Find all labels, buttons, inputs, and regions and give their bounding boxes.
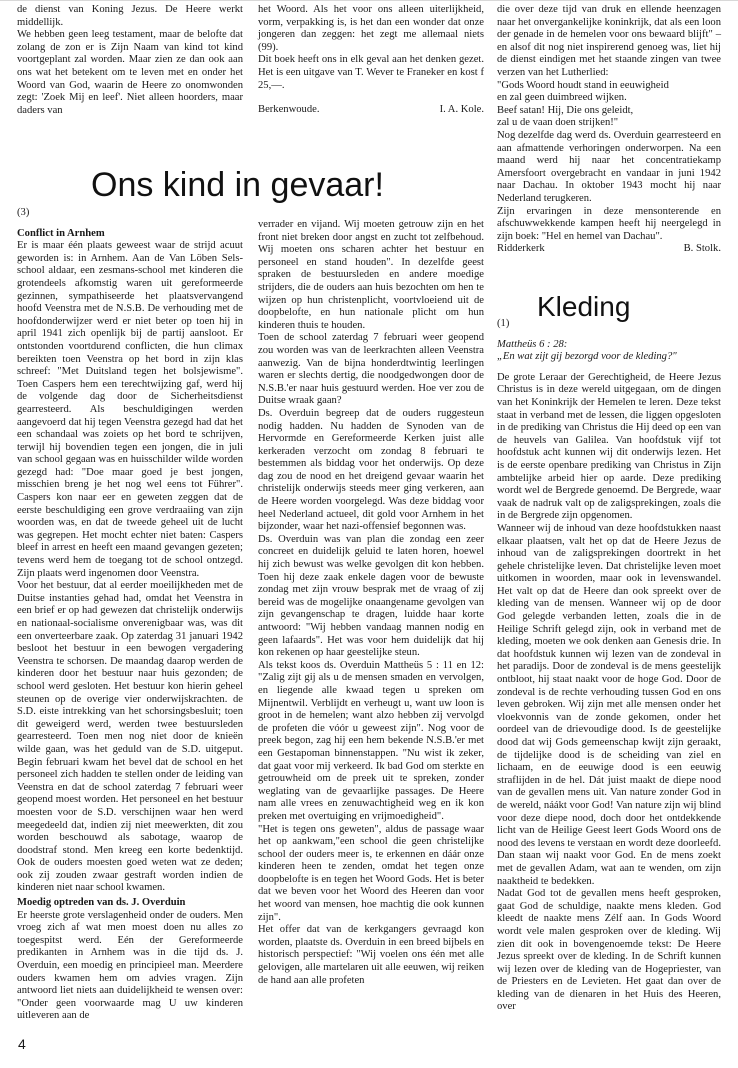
- signature-place: Berkenwoude.: [258, 104, 320, 116]
- paragraph: Zijn ervaringen in deze mensonterende en afschuwwekkende kampen heeft hij neergelegd in zijn boek: "Hel en hemel van Dachau".: [497, 205, 721, 242]
- continuation-right: [497, 4, 721, 256]
- article1-column-2: [258, 219, 484, 987]
- paragraph: We hebben geen leeg testament, maar de belofte dat zolang de zon er is Zijn Naam van kind tot kind voortgeplant zal worden. Maar zien ze dan ook aan ons wat het betekent om te leven met en onder het Woord van God, waarin de Heere zo onomwonden zegt: 'Zoek Mij en leef'. Niet alleen hoorders, maar daders van: [17, 29, 243, 116]
- paragraph: De grote Leraar der Gerechtigheid, de Heere Jezus Christus is in deze wereld uitgegaan, om de dingen van het Koninkrijk der Hemelen te leren. Deze tekst staat in verband met de lessen, die liggen opgesloten in de prediking van Christus die Hij deed op een van de heuvels van Galilea. Van hoofdstuk vijf tot hoofdstuk acht kunnen wij dit onderwijs lezen. Het is de eerste openbare prediking van Christus in Zijn ambtelijke arbeid hier op aarde. Deze prediking wordt wel de Bergrede genoemd. De Bergrede, waar vaak de nadruk valt op de zaligsprekingen, zoals die in de Bergrede zijn opgenomen.: [497, 371, 721, 522]
- paragraph: Het offer dat van de kerkgangers gevraagd kon worden, plaatste ds. Overduin in een breed bijbels en historisch perspectief: "Wij voelen ons één met alle gelovigen, alle martelaren uit alle eeuwen, wij reiken de hand aan alle profeten: [258, 924, 484, 986]
- poem-line: "Gods Woord houdt stand in eeuwigheid: [497, 79, 669, 91]
- paragraph: die over deze tijd van druk en ellende heenzagen naar het onvergankelijke koninkrijk, dat als een loon der genade in de hemelen voor ons bewaard blijft" – en alsof dit nog niet inspirerend genoeg was, liet hij de dienst eindigen met het staande zingen van twee verzen van het Lutherlied:: [497, 4, 721, 78]
- paragraph: Wanneer wij de inhoud van deze hoofdstukken naast elkaar plaatsen, valt het op dat de Heere Jezus de inhoud van de zaligsprekingen doortrekt in het gehele christelijke leven. Dat christelijke leven moet uitkomen in woorden, maar ook in levenswandel. Het valt op dat de Heere dan ook spreekt over de kleding van de mensen. Wanneer wij op de door God gelegde verbanden letten, zoals die in de Heilige Schrift gelegd zijn, ook in verband met de kleding, moeten we ook denken aan Genesis drie. In dat hoofdstuk kunnen wij lezen van de zondeval in het paradijs. Door de zondeval is de mens geestelijk ontbloot, hij staat naakt voor de hoge God. Door de zondeval is de rechte verhouding tussen God en ons leven gebroken. Wij zijn met alle mensen onder het vloekvonnis van de zonde gekomen, onder het oordeel van de drievoudige dood. Is de geestelijke dood dat wij Gods gemeenschap kwijt zijn geraakt, de tijdelijke dood is de scheiding van ziel en lichaam, en de eeuwige dood is een eeuwig straflijden in de hel. Dát juist maakt de diepe nood van de gevallen mens uit. Van nature zonder God in de wereld, náákt voor God! Van nature zijn wij blind voor deze diepe nood, doch door het ontdekkende licht van de Heilige Geest leert Gods Woord ons de nood des levens te verstaan en wordt deze doorleefd. Dan staan wij naakt voor God. En de mens zoekt met de gevallen Adam, wat aan te wenden, om zijn naaktheid te bedekken.: [497, 522, 721, 887]
- article1-column-1: [17, 207, 243, 1023]
- paragraph: Toen de school zaterdag 7 februari weer geopend zou worden was van de leerkrachten alleen Veenstra aanwezig. Van de bijna honderdtwintig leerlingen waren er slechts dertig, die noodgedwongen door de N.S.B.'er naar huis gestuurd werden. Hoe ver zou de Duitse wraak gaan?: [258, 332, 484, 407]
- signature: [497, 243, 721, 256]
- continuation-middle: [258, 4, 484, 117]
- verse-reference: Mattheüs 6 : 28:: [497, 338, 568, 350]
- article-title-kleding: Kleding: [537, 291, 631, 322]
- paragraph: de dienst van Koning Jezus. De Heere werkt middellijk.: [17, 4, 243, 28]
- paragraph: Ds. Overduin was van plan die zondag een zeer concreet en duidelijk geluid te laten horen, hoewel hij zich bewust was welke gevolgen dit kon hebben. Toen hij deze zaak enkele dagen voor de bewuste zondag met zijn vrouw besprak met de vraag of zij bereid was de mogelijke onaangename gevolgen van zijn gevangenschap te dragen, luidde haar korte antwoord: "Wij hebben vandaag mannen nodig en geen lafaards". Het was voor hem duidelijk dat hij kon rekenen op haar geestelijke steun.: [258, 533, 484, 659]
- article-title-ons-kind-in-gevaar: Ons kind in gevaar!: [91, 166, 384, 204]
- paragraph: "Het is tegen ons geweten", aldus de passage waar het op aankwam,"een school die geen christelijke school der ouders meer is, te erkennen en dáár onze kinderen heen te zenden, omdat het tegen onze doopbelofte is en tegen het Woord Gods. Het is beter dat we beven voor het Woord des Heeren dan voor het woord van mensen, hoe machtig die ook kunnen zijn".: [258, 823, 484, 923]
- paragraph: Als tekst koos ds. Overduin Mattheüs 5 : 11 en 12: "Zalig zijt gij als u de mensen smaden en vervolgen, en liegende alle kwaad tegen u spreken om Mijnentwil. Verblijdt en verheugt u, want uw loon is groot in de hemelen; want alzo hebben zij vervolgd de profeten die vóór u geweest zijn". Nog voor de preek begon, zag hij een hem bekende N.S.B.'er met een Gestapoman binnenstappen. "Nu wist ik zeker, dat gaat voor mij verkeerd. Ik bad God om sterkte en getrouwheid om de preek uit te spreken, zonder weglating van de gevaarlijke passages. De Heere nam alle vrees en zenuwachtigheid weg en ik kon preken met overtuiging en vrijmoedigheid".: [258, 659, 484, 822]
- subheading-moedig-optreden: Moedig optreden van ds. J. Overduin: [17, 897, 186, 909]
- paragraph: verrader en vijand. Wij moeten getrouw zijn en het front niet breken door angst en zucht tot zelfbehoud. Wij moeten ons scharen achter het bestuur en personeel en stand houden". In dezelfde geest spraken de bestuursleden en andere moedige strijders, die de ouders aan huis bezochten om hen te wijzen op hun christenplicht, voortvloeiend uit de doopbelofte, en hun nationale plicht om hun kinderen thuis te houden.: [258, 219, 484, 331]
- paragraph: Ds. Overduin begreep dat de ouders ruggesteun nodig hadden. Nu hadden de Synoden van de Hervormde en Gereformeerde Kerken juist alle kerkeraden verzocht om zondag 8 februari te bestemmen als biddag voor het onderwijs. Op deze dag zou de nood en het dreigend gevaar waarin het christelijk onderwijs steeds meer ging verkeren, aan de Heere worden voorgelegd. Was deze biddag voor heel Nederland actueel, dit gold voor Arnhem in het bijzonder, waar het nazi-offensief begonnen was.: [258, 407, 484, 533]
- poem-line: en zal geen duimbreed wijken.: [497, 92, 627, 104]
- signature-name: B. Stolk.: [683, 243, 721, 255]
- signature: [258, 104, 484, 117]
- paragraph: Nog dezelfde dag werd ds. Overduin gearresteerd en aan afmattende verhoringen onderworpen. Na een maand werd hij naar het concentratiekamp Amersfoort overgebracht en vandaar in juni 1942 naar Dachau. In oktober 1943 mocht hij naar Nederland terugkeren.: [497, 129, 721, 204]
- paragraph: het Woord. Als het voor ons alleen uiterlijkheid, vorm, verpakking is, is het dan een wonder dat onze jongeren dan zeggen: het zegt me allemaal niets (99).: [258, 4, 484, 53]
- signature-name: I. A. Kole.: [439, 104, 484, 116]
- paragraph: Er heerste grote verslagenheid onder de ouders. Men vroeg zich af wat men moest doen nu alles zo toegespitst werd. Eén der Gereformeerde predikanten in Arnhem was in die tijd ds. J. Overduin, een moedig en principieel man. Meerdere ouders kwamen hem om advies vragen. Zijn antwoord liet niets aan duidelijkheid te wensen over: "Onder geen voorwaarde mag U uw kinderen uitleveren aan de: [17, 909, 243, 1022]
- article2-column: [497, 318, 721, 1014]
- top-edge-rule: [0, 0, 738, 1]
- verse-text: „En wat zijt gij bezorgd voor de kleding?": [497, 351, 677, 363]
- paragraph: Nadat God tot de gevallen mens heeft gesproken, gaat God de schuldige, naakte mens kleden. God kleedt de naakte mens Zélf aan. In Gods Woord wordt vele malen gesproken over de kleding. Wij zien dit ook in bovengenoemde tekst: De Heere Jezus spreekt over de kleding. In de Schrift kunnen wij lezen over de kleding van de Hogepriester, van de Priesters en de Levieten. Het gaat dan over de kleding van de dienaren in het Huis des Heeren, over: [497, 888, 721, 1013]
- article-part-number: (3): [17, 207, 30, 218]
- paragraph: Voor het bestuur, dat al eerder moeilijkheden met de Duitse instanties gehad had, omdat het Veenstra in een brief er op had gewezen dat christelijk onderwijs en nationaal-socialisme onverenigbaar was, was dit een onverteerbare zaak. Op zaterdag 31 januari 1942 besloot het bestuur in een bewogen vergadering Veenstra te schorsen. De maandag daarop werden de kinderen door het bestuur naar huis gezonden; de school werd gesloten. Het bestuur kon hierin geheel steunen op de overige vier onderwijskrachten. de S.D. eiste intrekking van het schorsingsbesluit; toen dit geweigerd werd, werden twee bestuursleden gearresteerd. Toen men nog niet door de knieën wilde gaan, was het geduld van de S.D. uitgeput. Begin februari kwam het bevel dat de school en het personeel zich hadden te stellen onder de leiding van Veenstra en dat de school zaterdag 7 februari weer geopend moest worden. Het personeel en het bestuur moesten voor de S.D. verschijnen waar hen werd meegedeeld dat, indien zij niet meewerkten, dit zou worden beschouwd als sabotage, waarop de doodstraf stond. Men kreeg een korte bedenktijd. Ook de ouders moesten goed weten wat ze deden; ook zij zouden zwaar gestraft worden indien de kinderen niet naar school kwamen.: [17, 580, 243, 894]
- page-number: 4: [18, 1036, 26, 1052]
- article-part-number: (1): [497, 318, 510, 329]
- paragraph: Er is maar één plaats geweest waar de strijd acuut geworden is: in Arnhem. Aan de Van Löben Sels-school aldaar, een zesmans-school met kinderen die grotendeels afkomstig waren uit gereformeerde gezinnen, sympathiseerde het plaatsvervangend hoofd Veenstra met de N.S.B. De verhouding met de hoofdonderwijzer werd er niet beter op toen hij in april 1941 zich openlijk bij de partij aansloot. Er ontstonden voortdurend conflicten, die hun climax bereikten toen Veenstra op het bord in zijn klas schreef: "Met Duitsland tegen het bolsjewisme". Toen Caspers hem een terechtwijzing gaf, werd hij de volgende dag door de Sicherheitsdienst gearresteerd. Als beschuldigingen werden aangevoerd dat hij tegen Veenstra gezegd had dat het een schandaal was zoiets op het bord te schrijven, terwijl hij bovendien tegen een jongen, die in juli van school gegaan was en huisschilder wilde worden gezegd had: "Doe maar goed je best jongen, misschien breng je het nog wel eens tot Führer". Caspers kon naar eer en geweten zeggen dat de eerste beschuldiging een grove verdraaiing van zijn woorden was, en dat de tweede geheel uit de lucht was gegrepen. Het mocht echter niet baten: Caspers bleef in arrest en heeft een maand gevangen gezeten; tevens werd hem de toegang tot de school ontzegd. Zijn plaats werd ingenomen door Veenstra.: [17, 240, 243, 579]
- subheading-conflict-in-arnhem: Conflict in Arnhem: [17, 227, 105, 239]
- poem-line: Beef satan! Hij, Die ons geleidt,: [497, 104, 634, 116]
- signature-place: Ridderkerk: [497, 243, 545, 255]
- paragraph: Dit boek heeft ons in elk geval aan het denken gezet. Het is een uitgave van T. Wever te Franeker en kost f 25,—.: [258, 54, 484, 91]
- poem-line: zal u de vaan doen strijken!": [497, 117, 619, 129]
- continuation-left: [17, 4, 243, 117]
